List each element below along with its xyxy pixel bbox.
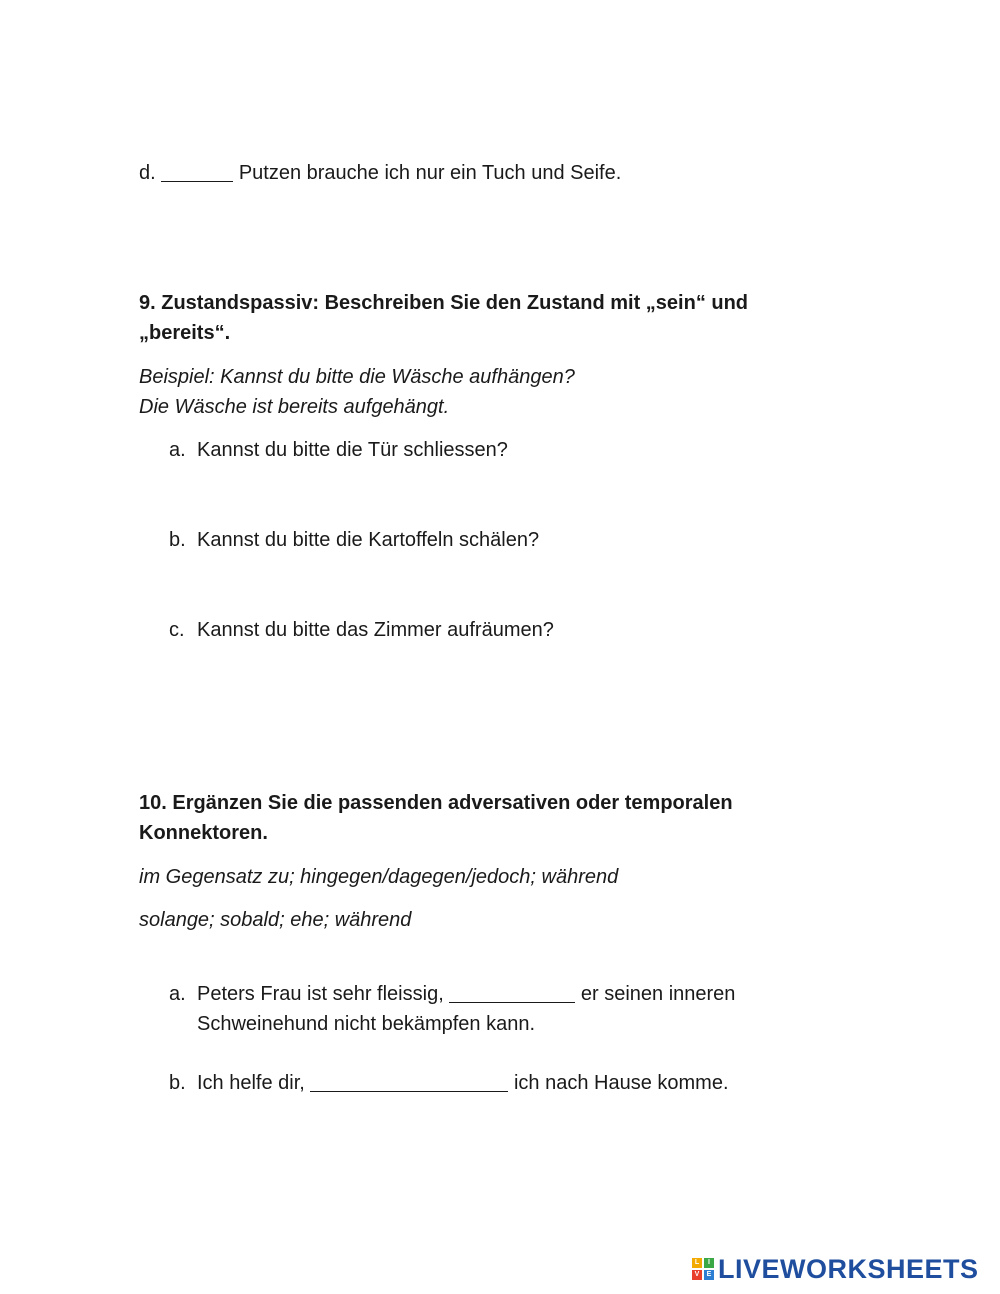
item-text-before: Peters Frau ist sehr fleissig, bbox=[197, 983, 444, 1005]
ex10-title-line2: Konnektoren. bbox=[139, 822, 268, 844]
logo-mark-letter: L bbox=[692, 1258, 702, 1268]
ex10-word-bank-2: solange; sobald; ehe; während bbox=[139, 909, 412, 931]
ex9-item-c bbox=[169, 615, 554, 645]
answer-blank[interactable] bbox=[310, 1071, 508, 1092]
item-label: d. bbox=[139, 162, 156, 184]
ex10-item-a-line2: Schweinehund nicht bekämpfen kann. bbox=[197, 1013, 536, 1035]
ex10-word-bank-1: im Gegensatz zu; hingegen/dagegen/jedoch; während bbox=[139, 866, 619, 888]
ex10-item-a bbox=[169, 979, 735, 1009]
item-text: Kannst du bitte die Kartoffeln schälen? bbox=[197, 529, 540, 551]
item-text-before: Ich helfe dir, bbox=[197, 1072, 305, 1094]
item-text: Putzen brauche ich nur ein Tuch und Seife. bbox=[238, 162, 622, 184]
logo-mark-letter: I bbox=[704, 1258, 714, 1268]
item-label: b. bbox=[169, 529, 186, 551]
ex9-title-line2: „bereits“. bbox=[139, 322, 231, 344]
ex9-item-b bbox=[169, 525, 539, 555]
logo-text: LIVEWORKSHEETS bbox=[718, 1253, 979, 1284]
item-text-after: ich nach Hause komme. bbox=[513, 1072, 729, 1094]
ex9-item-a bbox=[169, 435, 508, 465]
item-label: a. bbox=[169, 439, 186, 461]
item-text: Kannst du bitte die Tür schliessen? bbox=[197, 439, 508, 461]
logo-mark-letter: E bbox=[704, 1270, 714, 1280]
item-label: a. bbox=[169, 983, 186, 1005]
ex9-example-line2: Die Wäsche ist bereits aufgehängt. bbox=[139, 396, 450, 418]
item-text: Kannst du bitte das Zimmer aufräumen? bbox=[197, 619, 554, 641]
logo-mark-letter: V bbox=[692, 1270, 702, 1280]
liveworksheets-logo bbox=[692, 1252, 979, 1286]
answer-blank[interactable] bbox=[449, 982, 575, 1003]
answer-blank[interactable] bbox=[161, 161, 233, 182]
ex9-title-line1: 9. Zustandspassiv: Beschreiben Sie den Zustand mit „sein“ und bbox=[139, 292, 749, 314]
ex8-item-d bbox=[139, 158, 621, 188]
ex9-example-line1: Beispiel: Kannst du bitte die Wäsche aufhängen? bbox=[139, 366, 575, 388]
ex10-item-b bbox=[169, 1068, 729, 1098]
item-label: c. bbox=[169, 619, 185, 641]
ex10-title-line1: 10. Ergänzen Sie die passenden adversativen oder temporalen bbox=[139, 792, 733, 814]
item-label: b. bbox=[169, 1072, 186, 1094]
item-text-after: er seinen inneren bbox=[580, 983, 736, 1005]
logo-mark-icon bbox=[692, 1258, 714, 1280]
